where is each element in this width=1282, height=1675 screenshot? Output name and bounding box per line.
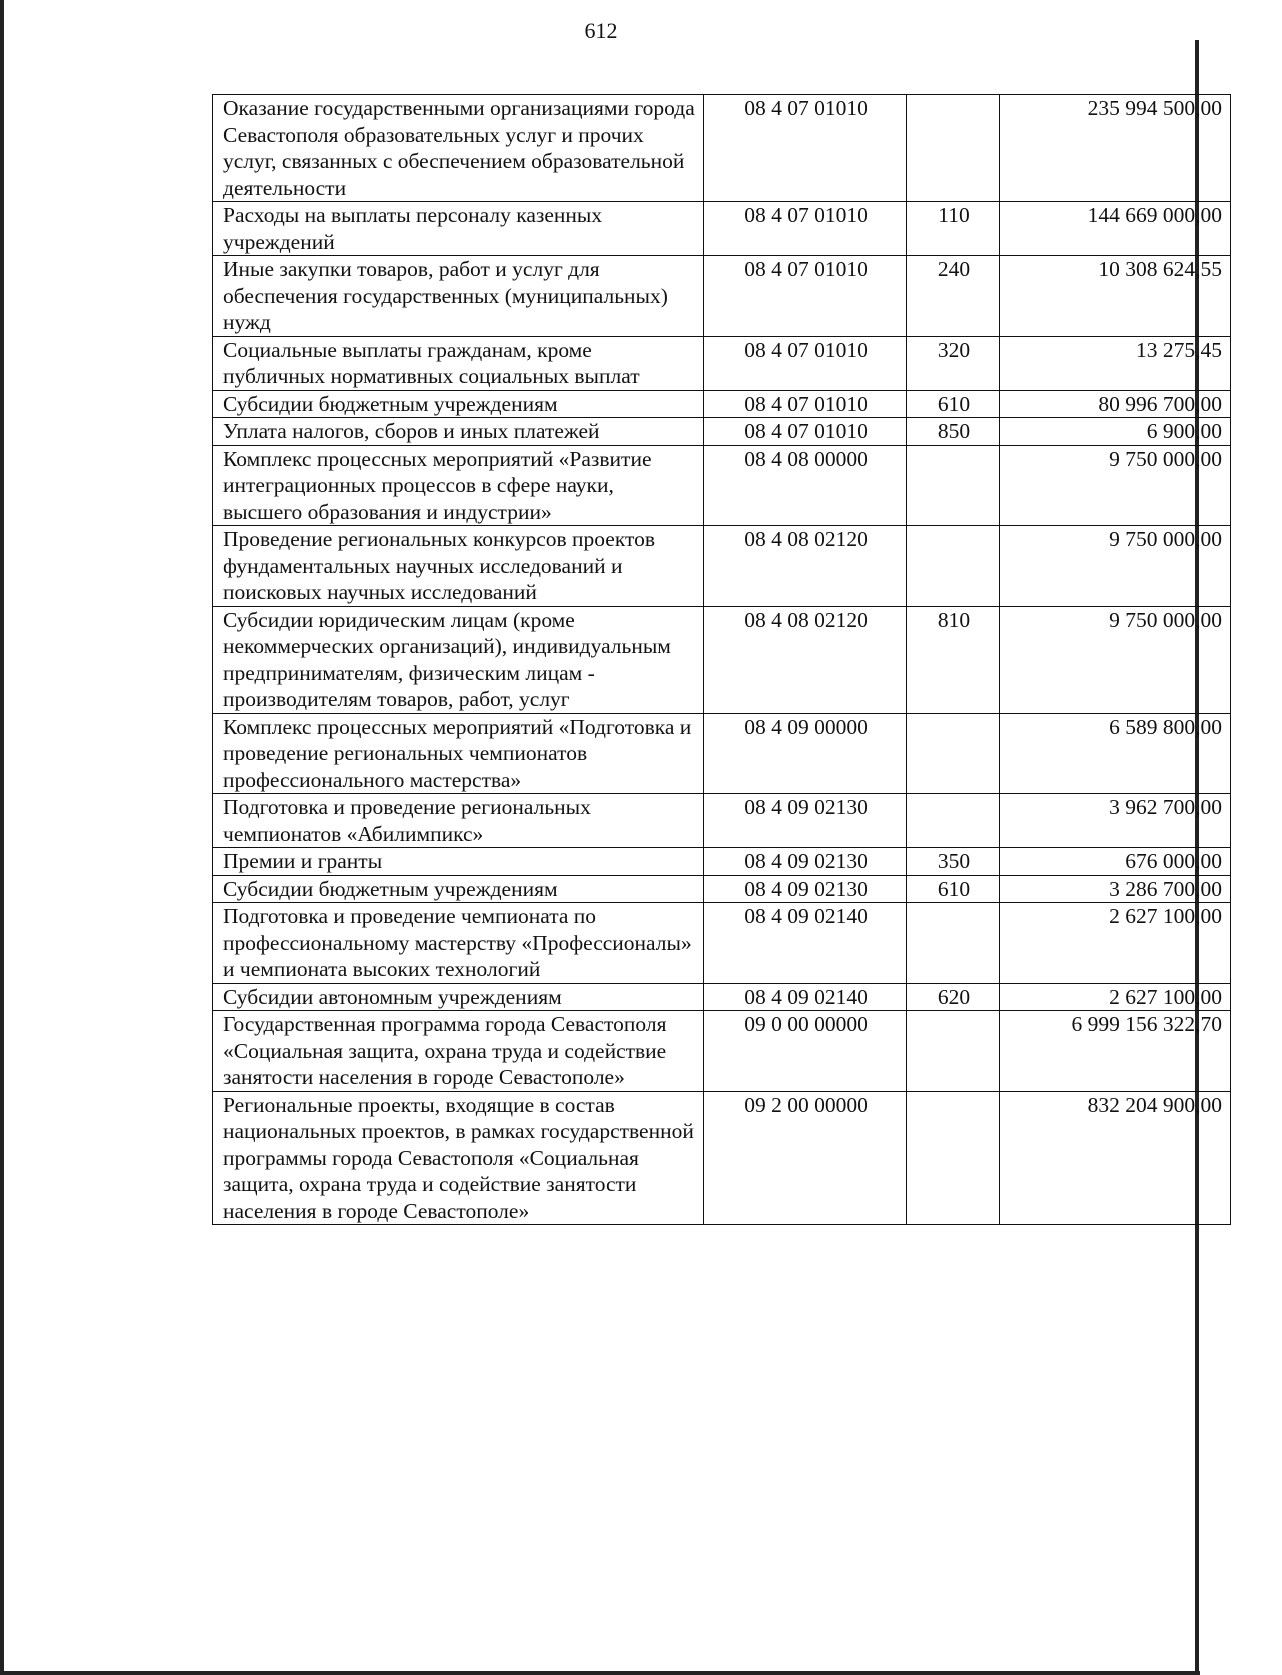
row-code: 09 0 00 00000: [704, 1011, 907, 1092]
row-amount: 2 627 100,00: [1000, 983, 1231, 1011]
row-amount: 144 669 000,00: [1000, 202, 1231, 256]
table-row: [213, 983, 1231, 1011]
row-name: Социальные выплаты гражданам, кроме публичных нормативных социальных выплат: [213, 336, 704, 390]
row-amount: 676 000,00: [1000, 848, 1231, 876]
row-expense-type: 320: [907, 336, 1000, 390]
row-code: 08 4 07 01010: [704, 202, 907, 256]
row-name: Подготовка и проведение региональных чемпионатов «Абилимпикс»: [213, 794, 704, 848]
row-amount: 80 996 700,00: [1000, 390, 1231, 418]
row-code: 08 4 08 00000: [704, 445, 907, 526]
table-row: [213, 606, 1231, 713]
row-code: 08 4 07 01010: [704, 390, 907, 418]
row-expense-type: 610: [907, 390, 1000, 418]
row-code: 08 4 09 02130: [704, 848, 907, 876]
row-name: Оказание государственными организациями города Севастополя образовательных услуг и прочих услуг, связанных с обеспечением образовательной деятельности: [213, 95, 704, 202]
row-code: 08 4 09 02140: [704, 983, 907, 1011]
row-expense-type: 350: [907, 848, 1000, 876]
row-name: Премии и гранты: [213, 848, 704, 876]
table-row: [213, 903, 1231, 984]
table-row: [213, 390, 1231, 418]
row-name: Комплекс процессных мероприятий «Развитие интеграционных процессов в сфере науки, высшего образования и индустрии»: [213, 445, 704, 526]
table-row: [213, 526, 1231, 607]
row-expense-type: [907, 1091, 1000, 1225]
table-row: [213, 256, 1231, 337]
scan-edge-left: [0, 0, 4, 1675]
table-row: [213, 336, 1231, 390]
table-row: [213, 445, 1231, 526]
row-expense-type: [907, 794, 1000, 848]
scan-edge-bottom: [0, 1671, 1200, 1675]
row-expense-type: 850: [907, 418, 1000, 446]
table-row: [213, 794, 1231, 848]
row-name: Уплата налогов, сборов и иных платежей: [213, 418, 704, 446]
table-row: [213, 1091, 1231, 1225]
row-code: 08 4 09 00000: [704, 713, 907, 794]
row-amount: 10 308 624,55: [1000, 256, 1231, 337]
row-amount: 3 962 700,00: [1000, 794, 1231, 848]
row-code: 08 4 07 01010: [704, 418, 907, 446]
table-row: [213, 418, 1231, 446]
row-amount: 13 275,45: [1000, 336, 1231, 390]
row-name: Субсидии бюджетным учреждениям: [213, 875, 704, 903]
row-name: Региональные проекты, входящие в состав национальных проектов, в рамках государственной программы города Севастополя «Социальная защита, охрана труда и содействие занятости населения в городе Севастополе»: [213, 1091, 704, 1225]
row-code: 08 4 09 02140: [704, 903, 907, 984]
row-expense-type: 240: [907, 256, 1000, 337]
row-name: Комплекс процессных мероприятий «Подготовка и проведение региональных чемпионатов профессионального мастерства»: [213, 713, 704, 794]
row-name: Проведение региональных конкурсов проектов фундаментальных научных исследований и поисковых научных исследований: [213, 526, 704, 607]
row-name: Субсидии юридическим лицам (кроме некоммерческих организаций), индивидуальным предпринимателям, физическим лицам - производителям товаров, работ, услуг: [213, 606, 704, 713]
row-expense-type: [907, 526, 1000, 607]
row-amount: 6 900,00: [1000, 418, 1231, 446]
row-name: Иные закупки товаров, работ и услуг для обеспечения государственных (муниципальных) нужд: [213, 256, 704, 337]
row-code: 08 4 07 01010: [704, 256, 907, 337]
budget-table: [212, 94, 1231, 1225]
row-name: Расходы на выплаты персоналу казенных учреждений: [213, 202, 704, 256]
table-row: [213, 875, 1231, 903]
row-name: Государственная программа города Севастополя «Социальная защита, охрана труда и содействие занятости населения в городе Севастополе»: [213, 1011, 704, 1092]
table-row: [213, 1011, 1231, 1092]
table-row: [213, 848, 1231, 876]
row-expense-type: 110: [907, 202, 1000, 256]
row-expense-type: 610: [907, 875, 1000, 903]
row-code: 08 4 08 02120: [704, 526, 907, 607]
page-number: 612: [584, 18, 618, 43]
row-expense-type: [907, 445, 1000, 526]
row-code: 09 2 00 00000: [704, 1091, 907, 1225]
row-expense-type: [907, 95, 1000, 202]
row-expense-type: 620: [907, 983, 1000, 1011]
row-code: 08 4 09 02130: [704, 875, 907, 903]
row-expense-type: [907, 903, 1000, 984]
row-amount: 6 589 800,00: [1000, 713, 1231, 794]
table-row: [213, 713, 1231, 794]
row-code: 08 4 07 01010: [704, 336, 907, 390]
row-expense-type: [907, 713, 1000, 794]
row-amount: 9 750 000,00: [1000, 606, 1231, 713]
row-code: 08 4 09 02130: [704, 794, 907, 848]
row-amount: 832 204 900,00: [1000, 1091, 1231, 1225]
row-name: Субсидии бюджетным учреждениям: [213, 390, 704, 418]
row-amount: 9 750 000,00: [1000, 526, 1231, 607]
row-name: Подготовка и проведение чемпионата по профессиональному мастерству «Профессионалы» и чемпионата высоких технологий: [213, 903, 704, 984]
row-name: Субсидии автономным учреждениям: [213, 983, 704, 1011]
row-amount: 235 994 500,00: [1000, 95, 1231, 202]
row-amount: 9 750 000,00: [1000, 445, 1231, 526]
row-code: 08 4 07 01010: [704, 95, 907, 202]
row-amount: 3 286 700,00: [1000, 875, 1231, 903]
table-row: [213, 95, 1231, 202]
table-row: [213, 202, 1231, 256]
row-expense-type: [907, 1011, 1000, 1092]
row-amount: 2 627 100,00: [1000, 903, 1231, 984]
row-code: 08 4 08 02120: [704, 606, 907, 713]
row-amount: 6 999 156 322,70: [1000, 1011, 1231, 1092]
row-expense-type: 810: [907, 606, 1000, 713]
